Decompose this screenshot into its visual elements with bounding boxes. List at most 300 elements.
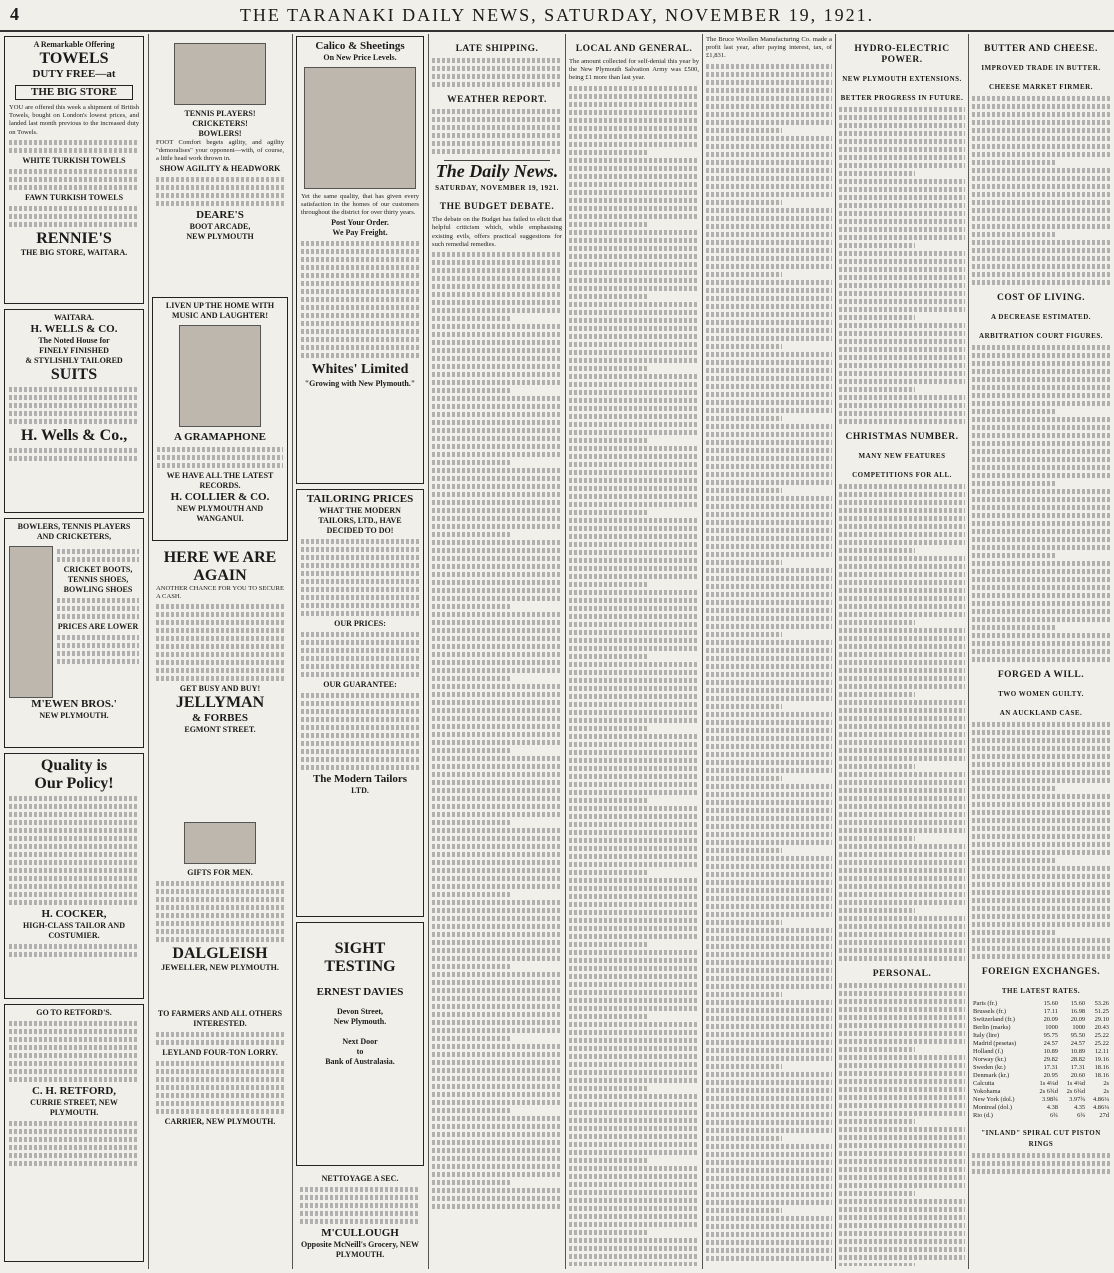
section-subheading: CHEESE MARKET FIRMER. — [989, 83, 1093, 91]
ad-place: NEW PLYMOUTH. — [39, 711, 109, 720]
text-line — [839, 379, 965, 384]
text-line — [569, 1166, 699, 1171]
text-line — [569, 894, 699, 899]
text-line — [839, 892, 965, 897]
text-line — [839, 580, 965, 585]
column-rule — [428, 34, 429, 1269]
section-subheading: ARBITRATION COURT FIGURES. — [979, 332, 1103, 340]
ad-line: We Pay Freight. — [332, 227, 388, 237]
text-line — [706, 1224, 832, 1229]
text-line — [569, 542, 699, 547]
text-line — [972, 818, 1110, 823]
text-line — [432, 956, 562, 961]
text-line — [839, 203, 965, 208]
text-line — [706, 1136, 782, 1141]
text-line — [972, 561, 1110, 566]
text-line — [569, 1078, 699, 1083]
text-line — [432, 356, 562, 361]
text-line — [432, 492, 562, 497]
text-line — [706, 976, 832, 981]
text-line — [706, 744, 832, 749]
text-line — [569, 606, 699, 611]
text-line — [432, 964, 510, 969]
text-line — [972, 481, 1055, 486]
currency-cell: Rio (d.) — [973, 1112, 993, 1119]
text-line — [839, 900, 965, 905]
text-line — [839, 1135, 965, 1140]
currency-cell: Montreal (dol.) — [973, 1104, 1013, 1111]
rate-cell: 29.82 — [1043, 1056, 1058, 1063]
text-line — [432, 524, 562, 529]
text-line — [432, 1012, 562, 1017]
text-line — [972, 144, 1110, 149]
text-line — [432, 1172, 562, 1177]
text-line — [839, 484, 965, 489]
text-line — [569, 814, 699, 819]
text-line — [569, 518, 699, 523]
ad-line: BOWLING SHOES — [63, 585, 133, 594]
column-rule — [968, 34, 969, 1269]
text-line — [972, 922, 1110, 927]
text-line — [706, 1032, 832, 1037]
ad-h-cocker — [4, 753, 144, 999]
text-line — [569, 174, 699, 179]
text-line — [432, 388, 510, 393]
text-line — [972, 457, 1110, 462]
rate-cell: 17.11 — [1043, 1008, 1058, 1015]
text-line — [569, 694, 699, 699]
text-line — [569, 254, 699, 259]
text-line — [839, 748, 965, 753]
rate-cell: 17.31 — [1070, 1064, 1086, 1071]
ad-whites-limited — [296, 36, 424, 484]
text-line — [706, 560, 782, 565]
text-line — [839, 1079, 965, 1084]
text-line — [706, 912, 832, 917]
text-line — [432, 500, 562, 505]
ad-mewen-bros — [4, 518, 144, 748]
text-line — [839, 107, 965, 112]
text-line — [972, 938, 1110, 943]
text-line — [839, 179, 965, 184]
text-line — [569, 1110, 699, 1115]
rate-cell: 51.25 — [1094, 1008, 1109, 1015]
ad-head: A GRAMAPHONE — [174, 431, 266, 443]
text-line — [839, 1183, 965, 1188]
lady-illustration — [304, 67, 416, 189]
text-line — [706, 112, 832, 117]
text-line — [972, 489, 1110, 494]
text-line — [432, 548, 562, 553]
text-line — [569, 470, 699, 475]
text-line — [706, 848, 782, 853]
text-line — [569, 758, 699, 763]
text-line — [432, 788, 562, 793]
rate-cell: 10.89 — [1070, 1048, 1086, 1055]
section-heading: BUTTER AND CHEESE. — [984, 44, 1098, 54]
text-line — [432, 796, 562, 801]
ad-slogan: "Growing with New Plymouth." — [304, 378, 416, 388]
text-line — [706, 440, 832, 445]
text-line — [569, 982, 699, 987]
text-line — [972, 160, 1055, 165]
text-line — [432, 868, 562, 873]
text-line — [839, 868, 965, 873]
section-heading: FORGED A WILL. — [997, 670, 1085, 680]
text-line — [432, 1164, 562, 1169]
rate-cell: 1000 — [1045, 1024, 1058, 1031]
ad-place: NEW PLYMOUTH — [186, 231, 254, 241]
text-line — [972, 890, 1110, 895]
column-2 — [152, 36, 288, 1266]
text-line — [432, 260, 562, 265]
rate-cell: 4.38 — [1046, 1104, 1058, 1111]
text-line — [569, 102, 699, 107]
text-line — [706, 688, 832, 693]
text-line — [569, 750, 699, 755]
text-line — [706, 1072, 832, 1077]
ad-name: M'CULLOUGH — [321, 1227, 399, 1239]
text-line — [972, 641, 1110, 646]
ad-head: BOWLERS! — [198, 129, 242, 138]
text-line — [839, 155, 965, 160]
section-subheading: MANY NEW FEATURES — [858, 452, 946, 460]
text-line — [839, 283, 965, 288]
ad-line: Opposite McNeill's Grocery, NEW PLYMOUTH. — [300, 1240, 420, 1259]
column-body-text — [839, 484, 965, 961]
rate-cell: 17.31 — [1043, 1064, 1058, 1071]
text-line — [706, 1184, 832, 1189]
text-line — [839, 540, 965, 545]
text-line — [706, 1040, 832, 1045]
ad-name: M'EWEN BROS.' — [31, 698, 117, 710]
column-5 — [569, 36, 699, 1266]
text-line — [569, 1086, 647, 1091]
text-line — [972, 738, 1110, 743]
text-line — [569, 862, 699, 867]
text-line — [839, 724, 965, 729]
table-row — [972, 1048, 1110, 1056]
rate-cell: 2s 6¾d — [1066, 1088, 1086, 1095]
ad-head: TESTING — [324, 958, 396, 975]
text-line — [432, 924, 562, 929]
text-line — [972, 898, 1110, 903]
text-line — [432, 1076, 562, 1081]
text-line — [706, 160, 832, 165]
currency-cell: Sweden (kr.) — [973, 1064, 1006, 1071]
column-body-text — [839, 983, 965, 1266]
gramophone-illustration — [179, 325, 261, 427]
text-line — [569, 878, 699, 883]
text-line — [706, 608, 832, 613]
text-line — [569, 1014, 647, 1019]
text-line — [569, 222, 647, 227]
text-line — [706, 1008, 832, 1013]
text-line — [432, 700, 562, 705]
section-subheading: IMPROVED TRADE IN BUTTER. — [981, 64, 1101, 72]
table-row — [972, 1000, 1110, 1008]
text-line — [432, 452, 562, 457]
text-line — [569, 462, 699, 467]
text-line — [569, 734, 699, 739]
text-line — [839, 163, 965, 168]
text-line — [839, 1111, 965, 1116]
text-line — [569, 822, 699, 827]
text-line — [706, 256, 832, 261]
text-line — [839, 564, 965, 569]
column-6 — [706, 36, 832, 1266]
text-line — [569, 998, 699, 1003]
ad-line: FINELY FINISHED — [39, 346, 109, 355]
text-line — [972, 168, 1110, 173]
column-rule — [292, 34, 293, 1269]
currency-cell: Berlin (marks) — [973, 1024, 1011, 1031]
text-line — [972, 954, 1110, 959]
section-heading: PERSONAL. — [872, 969, 932, 979]
text-line — [432, 836, 562, 841]
text-line — [432, 1020, 562, 1025]
text-line — [972, 874, 1110, 879]
text-line — [432, 764, 562, 769]
text-line — [569, 1038, 699, 1043]
ad-name: JELLYMAN — [175, 694, 265, 712]
section-heading: COST OF LIVING. — [996, 293, 1085, 303]
ad-footer: H. Wells & Co., — [20, 427, 128, 444]
text-line — [569, 790, 699, 795]
text-line — [432, 1148, 562, 1153]
ad-sub: LEYLAND FOUR-TON LORRY. — [162, 1048, 278, 1057]
text-line — [569, 190, 699, 195]
text-line — [706, 336, 832, 341]
text-line — [972, 513, 1110, 518]
text-line — [569, 454, 699, 459]
text-line — [972, 754, 1110, 759]
text-line — [706, 1016, 832, 1021]
text-line — [972, 593, 1110, 598]
ad-name: The Modern Tailors — [312, 773, 408, 785]
text-line — [432, 1124, 562, 1129]
text-line — [569, 406, 699, 411]
text-line — [972, 256, 1110, 261]
text-line — [706, 136, 832, 141]
text-line — [569, 1150, 699, 1155]
text-line — [972, 625, 1055, 630]
text-line — [569, 142, 699, 147]
table-row — [972, 1016, 1110, 1024]
text-line — [839, 115, 965, 120]
text-line — [972, 176, 1110, 181]
text-line — [839, 411, 965, 416]
text-line — [839, 692, 915, 697]
text-line — [432, 540, 562, 545]
ad-h-wells — [4, 309, 144, 513]
text-line — [432, 252, 562, 257]
text-line — [569, 654, 647, 659]
text-line — [432, 980, 562, 985]
text-line — [432, 668, 562, 673]
text-line — [839, 1175, 965, 1180]
text-line — [706, 1152, 832, 1157]
text-line — [706, 344, 782, 349]
ad-jellyman-forbes — [152, 546, 288, 810]
text-line — [569, 286, 699, 291]
shoe-illustration — [174, 43, 266, 105]
text-line — [569, 318, 699, 323]
text-line — [569, 1174, 699, 1179]
text-line — [972, 786, 1055, 791]
rate-cell: 4.86¼ — [1093, 1096, 1109, 1103]
ad-line: SHOW AGILITY & HEADWORK — [159, 163, 281, 173]
rate-cell: 6¾ — [1077, 1112, 1086, 1119]
text-line — [706, 544, 832, 549]
text-line — [706, 1048, 832, 1053]
rate-cell: 95.75 — [1043, 1032, 1058, 1039]
text-line — [432, 316, 510, 321]
text-line — [569, 1006, 699, 1011]
exchange-rates-table — [972, 1000, 1110, 1120]
table-row — [972, 1072, 1110, 1080]
editorial-date: SATURDAY, NOVEMBER 19, 1921. — [435, 184, 559, 193]
ad-head: TENNIS PLAYERS! — [184, 109, 256, 118]
ad-sub: BOOT ARCADE, — [189, 221, 251, 231]
text-line — [432, 844, 562, 849]
text-line — [706, 904, 832, 909]
text-line — [706, 960, 832, 965]
column-rule — [835, 34, 836, 1269]
text-line — [706, 1080, 832, 1085]
section-subheading: THE LATEST RATES. — [1001, 987, 1081, 995]
text-line — [432, 364, 562, 369]
text-line — [432, 812, 562, 817]
text-line — [706, 984, 832, 989]
text-line — [569, 422, 699, 427]
text-line — [432, 860, 562, 865]
text-line — [569, 414, 699, 419]
text-line — [706, 824, 832, 829]
currency-cell: Switzerland (fr.) — [973, 1016, 1015, 1023]
text-line — [432, 932, 562, 937]
text-line — [432, 1196, 562, 1201]
ad-line: Post Your Order. — [331, 217, 389, 227]
text-line — [706, 1168, 832, 1173]
text-line — [972, 280, 1110, 285]
text-line — [569, 150, 647, 155]
text-line — [432, 884, 562, 889]
text-line — [432, 732, 562, 737]
text-line — [432, 308, 562, 313]
text-line — [706, 456, 832, 461]
text-line — [569, 1070, 699, 1075]
text-line — [839, 668, 965, 673]
text-line — [839, 524, 965, 529]
text-line — [706, 352, 832, 357]
text-line — [706, 712, 832, 717]
text-line — [706, 1000, 832, 1005]
ad-line: OUR PRICES: — [334, 619, 386, 628]
text-line — [706, 448, 832, 453]
text-line — [706, 232, 832, 237]
text-line — [569, 510, 647, 515]
text-line — [569, 1126, 699, 1131]
text-line — [432, 476, 562, 481]
text-line — [839, 187, 965, 192]
text-line — [706, 656, 832, 661]
rate-cell: 20.95 — [1043, 1072, 1058, 1079]
text-line — [839, 315, 915, 320]
text-line — [569, 446, 699, 451]
text-line — [569, 334, 699, 339]
text-line — [432, 972, 562, 977]
text-line — [706, 1160, 832, 1165]
text-line — [706, 1056, 832, 1061]
text-line — [432, 324, 562, 329]
text-line — [972, 377, 1110, 382]
section-subheading: NEW PLYMOUTH EXTENSIONS. — [842, 75, 962, 83]
text-line — [569, 974, 699, 979]
text-line — [839, 299, 965, 304]
text-line — [972, 866, 1110, 871]
rate-cell: 28.82 — [1070, 1056, 1086, 1063]
text-line — [569, 534, 699, 539]
text-line — [972, 537, 1110, 542]
text-line — [972, 465, 1110, 470]
rate-cell: 20.09 — [1070, 1016, 1086, 1023]
text-line — [839, 227, 965, 232]
rate-cell: 4.86¼ — [1093, 1104, 1109, 1111]
ad-head: "INLAND" SPIRAL CUT PISTON RINGS — [981, 1129, 1101, 1148]
text-line — [706, 680, 832, 685]
currency-cell: Denmark (kr.) — [973, 1072, 1010, 1079]
section-subheading: COMPETITIONS FOR ALL. — [852, 471, 952, 479]
text-line — [706, 128, 782, 133]
text-line — [706, 184, 832, 189]
text-line — [972, 393, 1110, 398]
text-line — [706, 296, 832, 301]
rate-cell: 1000 — [1072, 1024, 1086, 1031]
text-line — [432, 684, 562, 689]
text-line — [706, 600, 832, 605]
text-line — [706, 104, 832, 109]
text-line — [706, 1200, 832, 1205]
text-line — [706, 432, 832, 437]
text-line — [839, 395, 965, 400]
text-line — [706, 968, 832, 973]
ad-head: BOWLERS, TENNIS PLAYERS AND CRICKETERS, — [17, 522, 131, 541]
text-line — [706, 880, 832, 885]
ad-body: ANOTHER CHANCE FOR YOU TO SECURE A CASH. — [156, 585, 284, 601]
text-line — [839, 211, 965, 216]
text-line — [706, 376, 832, 381]
text-line — [569, 934, 699, 939]
ad-mccullough — [296, 1171, 424, 1266]
text-line — [839, 612, 965, 617]
text-line — [569, 846, 699, 851]
text-line — [432, 444, 562, 449]
text-line — [839, 131, 965, 136]
text-line — [432, 1132, 562, 1137]
ad-sub: JEWELLER, NEW PLYMOUTH. — [161, 963, 279, 972]
text-line — [569, 806, 699, 811]
ad-line: The Noted House for — [38, 336, 110, 345]
text-line — [569, 662, 699, 667]
table-row — [972, 1088, 1110, 1096]
text-line — [569, 766, 699, 771]
text-line — [569, 646, 699, 651]
text-line — [569, 638, 699, 643]
text-line — [972, 850, 1110, 855]
text-line — [569, 950, 699, 955]
text-line — [706, 768, 832, 773]
